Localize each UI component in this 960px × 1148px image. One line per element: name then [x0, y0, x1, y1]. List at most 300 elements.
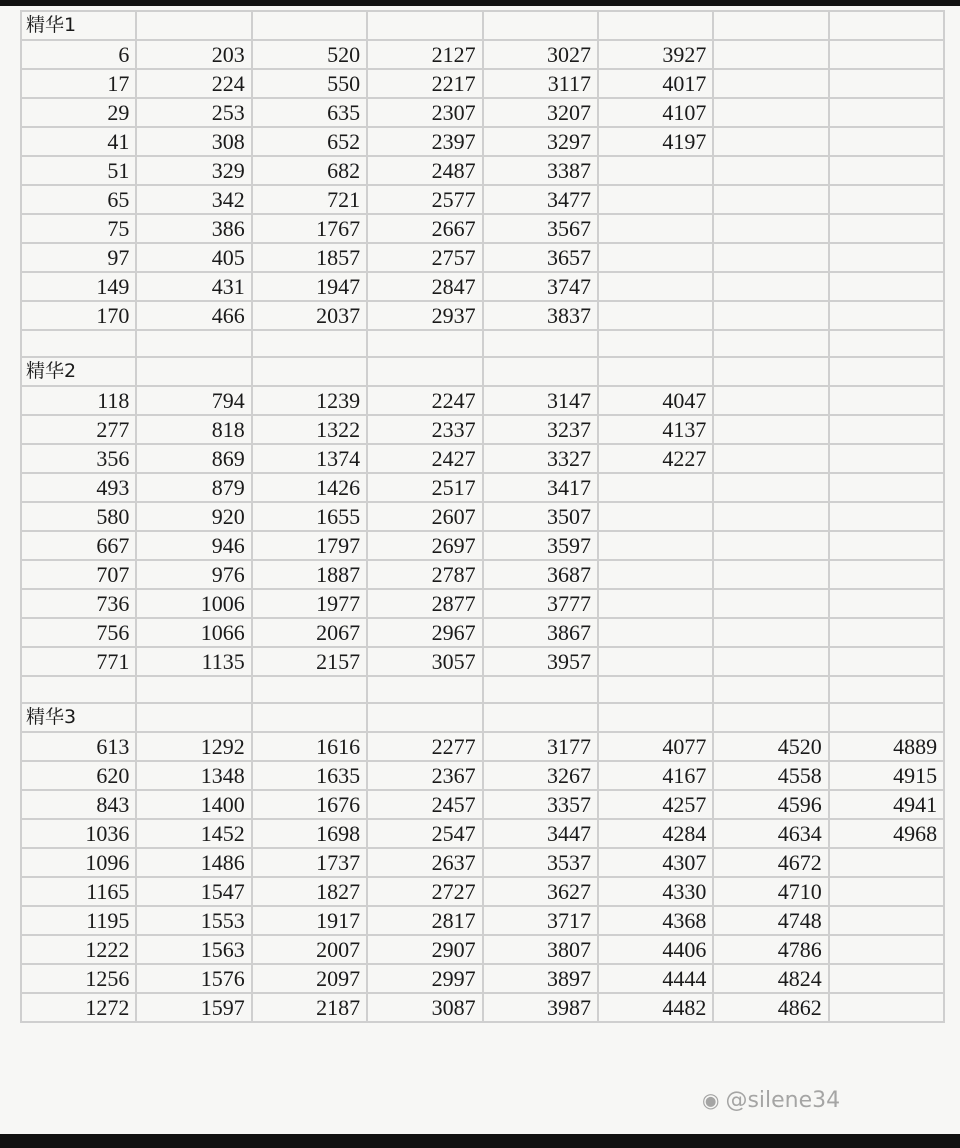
- cell[interactable]: [713, 618, 828, 647]
- cell[interactable]: 3357: [483, 790, 598, 819]
- table-row: [21, 935, 944, 964]
- cell[interactable]: 277: [21, 415, 136, 444]
- cell[interactable]: 3507: [483, 502, 598, 531]
- cell[interactable]: 4672: [713, 848, 828, 877]
- cell[interactable]: 3537: [483, 848, 598, 877]
- cell[interactable]: [483, 676, 598, 703]
- cell[interactable]: [598, 647, 713, 676]
- cell[interactable]: [829, 98, 944, 127]
- cell[interactable]: [829, 301, 944, 330]
- spreadsheet-body: [21, 11, 944, 1022]
- cell[interactable]: 97: [21, 243, 136, 272]
- cell[interactable]: 3117: [483, 69, 598, 98]
- spreadsheet-table: [20, 10, 945, 1023]
- cell[interactable]: 2757: [367, 243, 482, 272]
- table-row: [21, 819, 944, 848]
- cell[interactable]: [713, 560, 828, 589]
- cell[interactable]: 2907: [367, 935, 482, 964]
- cell[interactable]: [713, 11, 828, 40]
- cell[interactable]: 4889: [829, 732, 944, 761]
- table-row: [21, 214, 944, 243]
- cell[interactable]: 1036: [21, 819, 136, 848]
- cell[interactable]: 3777: [483, 589, 598, 618]
- cell[interactable]: 3297: [483, 127, 598, 156]
- table-row: [21, 40, 944, 69]
- cell[interactable]: [483, 11, 598, 40]
- cell[interactable]: 3867: [483, 618, 598, 647]
- cell[interactable]: 356: [21, 444, 136, 473]
- cell[interactable]: [829, 214, 944, 243]
- cell[interactable]: 4862: [713, 993, 828, 1022]
- cell[interactable]: [713, 531, 828, 560]
- cell[interactable]: 4710: [713, 877, 828, 906]
- cell[interactable]: 3447: [483, 819, 598, 848]
- cell[interactable]: 41: [21, 127, 136, 156]
- cell[interactable]: 1400: [136, 790, 251, 819]
- cell[interactable]: [829, 386, 944, 415]
- cell[interactable]: 4368: [598, 906, 713, 935]
- section-header-row: [21, 703, 944, 732]
- cell[interactable]: [713, 330, 828, 357]
- cell[interactable]: 1135: [136, 647, 251, 676]
- cell[interactable]: 203: [136, 40, 251, 69]
- cell[interactable]: 386: [136, 214, 251, 243]
- cell[interactable]: 2607: [367, 502, 482, 531]
- cell[interactable]: 4107: [598, 98, 713, 127]
- cell[interactable]: [713, 444, 828, 473]
- cell[interactable]: [829, 589, 944, 618]
- cell[interactable]: [829, 40, 944, 69]
- cell[interactable]: 1426: [252, 473, 367, 502]
- cell[interactable]: [713, 386, 828, 415]
- cell[interactable]: [829, 185, 944, 214]
- cell[interactable]: [136, 703, 251, 732]
- cell[interactable]: 635: [252, 98, 367, 127]
- cell[interactable]: [598, 502, 713, 531]
- table-row: [21, 848, 944, 877]
- cell[interactable]: 3567: [483, 214, 598, 243]
- cell[interactable]: 2367: [367, 761, 482, 790]
- cell[interactable]: [252, 11, 367, 40]
- cell[interactable]: 3177: [483, 732, 598, 761]
- cell[interactable]: [713, 98, 828, 127]
- cell[interactable]: 4786: [713, 935, 828, 964]
- cell[interactable]: 1655: [252, 502, 367, 531]
- cell[interactable]: 3927: [598, 40, 713, 69]
- cell[interactable]: [483, 703, 598, 732]
- cell[interactable]: 2667: [367, 214, 482, 243]
- cell[interactable]: 4257: [598, 790, 713, 819]
- cell[interactable]: 3807: [483, 935, 598, 964]
- cell[interactable]: 771: [21, 647, 136, 676]
- cell[interactable]: 2877: [367, 589, 482, 618]
- cell[interactable]: [829, 647, 944, 676]
- cell[interactable]: 1239: [252, 386, 367, 415]
- cell[interactable]: 4227: [598, 444, 713, 473]
- cell[interactable]: [829, 156, 944, 185]
- cell[interactable]: 707: [21, 560, 136, 589]
- cell[interactable]: 2217: [367, 69, 482, 98]
- cell[interactable]: [598, 330, 713, 357]
- cell[interactable]: [713, 272, 828, 301]
- cell[interactable]: [829, 127, 944, 156]
- cell[interactable]: 2097: [252, 964, 367, 993]
- cell[interactable]: 1272: [21, 993, 136, 1022]
- table-row: [21, 560, 944, 589]
- cell[interactable]: [598, 473, 713, 502]
- cell[interactable]: 1222: [21, 935, 136, 964]
- cell[interactable]: 1597: [136, 993, 251, 1022]
- cell[interactable]: 1292: [136, 732, 251, 761]
- cell[interactable]: [829, 676, 944, 703]
- cell[interactable]: 3987: [483, 993, 598, 1022]
- cell[interactable]: 466: [136, 301, 251, 330]
- cell[interactable]: [598, 703, 713, 732]
- table-row: [21, 589, 944, 618]
- cell[interactable]: 4077: [598, 732, 713, 761]
- cell[interactable]: 2517: [367, 473, 482, 502]
- cell[interactable]: [598, 589, 713, 618]
- cell[interactable]: 3837: [483, 301, 598, 330]
- cell[interactable]: [367, 676, 482, 703]
- cell[interactable]: 1374: [252, 444, 367, 473]
- cell[interactable]: 2697: [367, 531, 482, 560]
- cell[interactable]: 3657: [483, 243, 598, 272]
- cell[interactable]: 431: [136, 272, 251, 301]
- cell[interactable]: 4941: [829, 790, 944, 819]
- cell[interactable]: 2817: [367, 906, 482, 935]
- table-row: [21, 502, 944, 531]
- cell[interactable]: [829, 473, 944, 502]
- cell[interactable]: [598, 214, 713, 243]
- cell[interactable]: 2727: [367, 877, 482, 906]
- cell[interactable]: [598, 156, 713, 185]
- table-row: [21, 156, 944, 185]
- cell[interactable]: 1947: [252, 272, 367, 301]
- cell[interactable]: 4520: [713, 732, 828, 761]
- cell[interactable]: [713, 357, 828, 386]
- cell[interactable]: 920: [136, 502, 251, 531]
- cell[interactable]: 3237: [483, 415, 598, 444]
- cell[interactable]: 1348: [136, 761, 251, 790]
- cell[interactable]: 2337: [367, 415, 482, 444]
- cell[interactable]: [598, 560, 713, 589]
- cell[interactable]: 2067: [252, 618, 367, 647]
- cell[interactable]: 4137: [598, 415, 713, 444]
- cell[interactable]: [713, 502, 828, 531]
- cell[interactable]: 1096: [21, 848, 136, 877]
- cell[interactable]: 1616: [252, 732, 367, 761]
- cell[interactable]: [829, 415, 944, 444]
- cell[interactable]: 1322: [252, 415, 367, 444]
- cell[interactable]: 843: [21, 790, 136, 819]
- table-row: [21, 69, 944, 98]
- cell[interactable]: 1452: [136, 819, 251, 848]
- cell[interactable]: [713, 473, 828, 502]
- cell[interactable]: 329: [136, 156, 251, 185]
- cell[interactable]: [829, 502, 944, 531]
- cell[interactable]: 721: [252, 185, 367, 214]
- cell[interactable]: 2247: [367, 386, 482, 415]
- cell[interactable]: 1553: [136, 906, 251, 935]
- cell[interactable]: [367, 703, 482, 732]
- cell[interactable]: [829, 444, 944, 473]
- cell[interactable]: [713, 40, 828, 69]
- cell[interactable]: 3717: [483, 906, 598, 935]
- cell[interactable]: 2157: [252, 647, 367, 676]
- cell[interactable]: 2847: [367, 272, 482, 301]
- cell[interactable]: 2787: [367, 560, 482, 589]
- cell[interactable]: [252, 703, 367, 732]
- cell[interactable]: 1977: [252, 589, 367, 618]
- cell[interactable]: [136, 330, 251, 357]
- cell[interactable]: 667: [21, 531, 136, 560]
- cell[interactable]: 3417: [483, 473, 598, 502]
- cell[interactable]: 869: [136, 444, 251, 473]
- cell[interactable]: 3207: [483, 98, 598, 127]
- cell[interactable]: 3327: [483, 444, 598, 473]
- cell[interactable]: 4017: [598, 69, 713, 98]
- cell[interactable]: 2187: [252, 993, 367, 1022]
- cell[interactable]: [829, 69, 944, 98]
- cell[interactable]: 3597: [483, 531, 598, 560]
- cell[interactable]: 493: [21, 473, 136, 502]
- cell[interactable]: [829, 11, 944, 40]
- cell[interactable]: [829, 993, 944, 1022]
- cell[interactable]: 170: [21, 301, 136, 330]
- cell[interactable]: 4748: [713, 906, 828, 935]
- cell[interactable]: [829, 560, 944, 589]
- cell[interactable]: [21, 676, 136, 703]
- cell[interactable]: [829, 848, 944, 877]
- cell[interactable]: 4634: [713, 819, 828, 848]
- cell[interactable]: 2577: [367, 185, 482, 214]
- cell[interactable]: [598, 301, 713, 330]
- cell[interactable]: 224: [136, 69, 251, 98]
- cell[interactable]: 1563: [136, 935, 251, 964]
- cell[interactable]: [367, 11, 482, 40]
- cell[interactable]: [252, 676, 367, 703]
- cell[interactable]: 2547: [367, 819, 482, 848]
- section-label[interactable]: 精华2: [21, 357, 136, 386]
- cell[interactable]: 3057: [367, 647, 482, 676]
- cell[interactable]: [252, 357, 367, 386]
- table-row: [21, 647, 944, 676]
- cell[interactable]: 4167: [598, 761, 713, 790]
- cell[interactable]: 2967: [367, 618, 482, 647]
- cell[interactable]: 620: [21, 761, 136, 790]
- cell[interactable]: 2397: [367, 127, 482, 156]
- cell[interactable]: [713, 185, 828, 214]
- cell[interactable]: [598, 531, 713, 560]
- cell[interactable]: 29: [21, 98, 136, 127]
- cell[interactable]: 2307: [367, 98, 482, 127]
- cell[interactable]: 976: [136, 560, 251, 589]
- cell[interactable]: 4307: [598, 848, 713, 877]
- cell[interactable]: [713, 703, 828, 732]
- cell[interactable]: [136, 357, 251, 386]
- cell[interactable]: 682: [252, 156, 367, 185]
- cell[interactable]: [598, 185, 713, 214]
- cell[interactable]: [598, 357, 713, 386]
- cell[interactable]: [829, 935, 944, 964]
- cell[interactable]: 4197: [598, 127, 713, 156]
- cell[interactable]: 342: [136, 185, 251, 214]
- cell[interactable]: [483, 357, 598, 386]
- cell[interactable]: 3957: [483, 647, 598, 676]
- cell[interactable]: 51: [21, 156, 136, 185]
- cell[interactable]: 2127: [367, 40, 482, 69]
- top-edge: [0, 0, 960, 6]
- cell[interactable]: 1887: [252, 560, 367, 589]
- cell[interactable]: 1917: [252, 906, 367, 935]
- cell[interactable]: 3747: [483, 272, 598, 301]
- cell[interactable]: [829, 531, 944, 560]
- cell[interactable]: 946: [136, 531, 251, 560]
- cell[interactable]: 1486: [136, 848, 251, 877]
- cell[interactable]: 1737: [252, 848, 367, 877]
- cell[interactable]: [829, 703, 944, 732]
- cell[interactable]: [598, 243, 713, 272]
- cell[interactable]: [829, 357, 944, 386]
- cell[interactable]: [829, 243, 944, 272]
- cell[interactable]: 4558: [713, 761, 828, 790]
- cell[interactable]: 1547: [136, 877, 251, 906]
- cell[interactable]: [713, 676, 828, 703]
- cell[interactable]: [136, 676, 251, 703]
- cell[interactable]: 652: [252, 127, 367, 156]
- cell[interactable]: [598, 676, 713, 703]
- cell[interactable]: 613: [21, 732, 136, 761]
- cell[interactable]: 4444: [598, 964, 713, 993]
- cell[interactable]: 1256: [21, 964, 136, 993]
- table-row: [21, 790, 944, 819]
- cell[interactable]: 1767: [252, 214, 367, 243]
- cell[interactable]: 2457: [367, 790, 482, 819]
- cell[interactable]: 17: [21, 69, 136, 98]
- cell[interactable]: 253: [136, 98, 251, 127]
- cell[interactable]: 2997: [367, 964, 482, 993]
- cell[interactable]: 1857: [252, 243, 367, 272]
- cell[interactable]: 4406: [598, 935, 713, 964]
- cell[interactable]: [598, 618, 713, 647]
- cell[interactable]: 520: [252, 40, 367, 69]
- cell[interactable]: [829, 618, 944, 647]
- cell[interactable]: [713, 127, 828, 156]
- cell[interactable]: 2937: [367, 301, 482, 330]
- cell[interactable]: [713, 156, 828, 185]
- table-row: [21, 415, 944, 444]
- cell[interactable]: [252, 330, 367, 357]
- cell[interactable]: 818: [136, 415, 251, 444]
- cell[interactable]: 3267: [483, 761, 598, 790]
- cell[interactable]: [367, 330, 482, 357]
- cell[interactable]: 405: [136, 243, 251, 272]
- cell[interactable]: [829, 272, 944, 301]
- cell[interactable]: 4824: [713, 964, 828, 993]
- table-row: [21, 386, 944, 415]
- cell[interactable]: 3687: [483, 560, 598, 589]
- cell[interactable]: 1698: [252, 819, 367, 848]
- cell[interactable]: 1066: [136, 618, 251, 647]
- cell[interactable]: [136, 11, 251, 40]
- cell[interactable]: 3477: [483, 185, 598, 214]
- cell[interactable]: 149: [21, 272, 136, 301]
- cell[interactable]: 3627: [483, 877, 598, 906]
- cell[interactable]: 75: [21, 214, 136, 243]
- cell[interactable]: [483, 330, 598, 357]
- cell[interactable]: [598, 272, 713, 301]
- cell[interactable]: 2277: [367, 732, 482, 761]
- cell[interactable]: [829, 330, 944, 357]
- cell[interactable]: 580: [21, 502, 136, 531]
- cell[interactable]: 3147: [483, 386, 598, 415]
- cell[interactable]: 4596: [713, 790, 828, 819]
- cell[interactable]: 3387: [483, 156, 598, 185]
- cell[interactable]: [829, 964, 944, 993]
- cell[interactable]: 4915: [829, 761, 944, 790]
- cell[interactable]: 1827: [252, 877, 367, 906]
- cell[interactable]: 3027: [483, 40, 598, 69]
- cell[interactable]: [713, 415, 828, 444]
- cell[interactable]: [713, 301, 828, 330]
- cell[interactable]: [713, 589, 828, 618]
- cell[interactable]: 3087: [367, 993, 482, 1022]
- section-label[interactable]: 精华3: [21, 703, 136, 732]
- cell[interactable]: 736: [21, 589, 136, 618]
- cell[interactable]: 550: [252, 69, 367, 98]
- cell[interactable]: 4482: [598, 993, 713, 1022]
- cell[interactable]: [713, 647, 828, 676]
- cell[interactable]: 308: [136, 127, 251, 156]
- cell[interactable]: 879: [136, 473, 251, 502]
- cell[interactable]: [367, 357, 482, 386]
- cell[interactable]: [713, 214, 828, 243]
- cell[interactable]: 65: [21, 185, 136, 214]
- cell[interactable]: 4968: [829, 819, 944, 848]
- cell[interactable]: 4047: [598, 386, 713, 415]
- cell[interactable]: 118: [21, 386, 136, 415]
- cell[interactable]: 4284: [598, 819, 713, 848]
- cell[interactable]: 1797: [252, 531, 367, 560]
- cell[interactable]: 2487: [367, 156, 482, 185]
- cell[interactable]: 1576: [136, 964, 251, 993]
- cell[interactable]: 1195: [21, 906, 136, 935]
- blank-row: [21, 330, 944, 357]
- cell[interactable]: 1635: [252, 761, 367, 790]
- cell[interactable]: 1006: [136, 589, 251, 618]
- cell[interactable]: 6: [21, 40, 136, 69]
- cell[interactable]: [21, 330, 136, 357]
- cell[interactable]: 1165: [21, 877, 136, 906]
- cell[interactable]: [713, 243, 828, 272]
- cell[interactable]: [829, 877, 944, 906]
- cell[interactable]: 4330: [598, 877, 713, 906]
- cell[interactable]: [829, 906, 944, 935]
- cell[interactable]: 2037: [252, 301, 367, 330]
- section-label[interactable]: 精华1: [21, 11, 136, 40]
- cell[interactable]: 756: [21, 618, 136, 647]
- cell[interactable]: 1676: [252, 790, 367, 819]
- table-row: [21, 761, 944, 790]
- cell[interactable]: 2007: [252, 935, 367, 964]
- cell[interactable]: 2427: [367, 444, 482, 473]
- cell[interactable]: 2637: [367, 848, 482, 877]
- cell[interactable]: 794: [136, 386, 251, 415]
- cell[interactable]: 3897: [483, 964, 598, 993]
- cell[interactable]: [598, 11, 713, 40]
- cell[interactable]: [713, 69, 828, 98]
